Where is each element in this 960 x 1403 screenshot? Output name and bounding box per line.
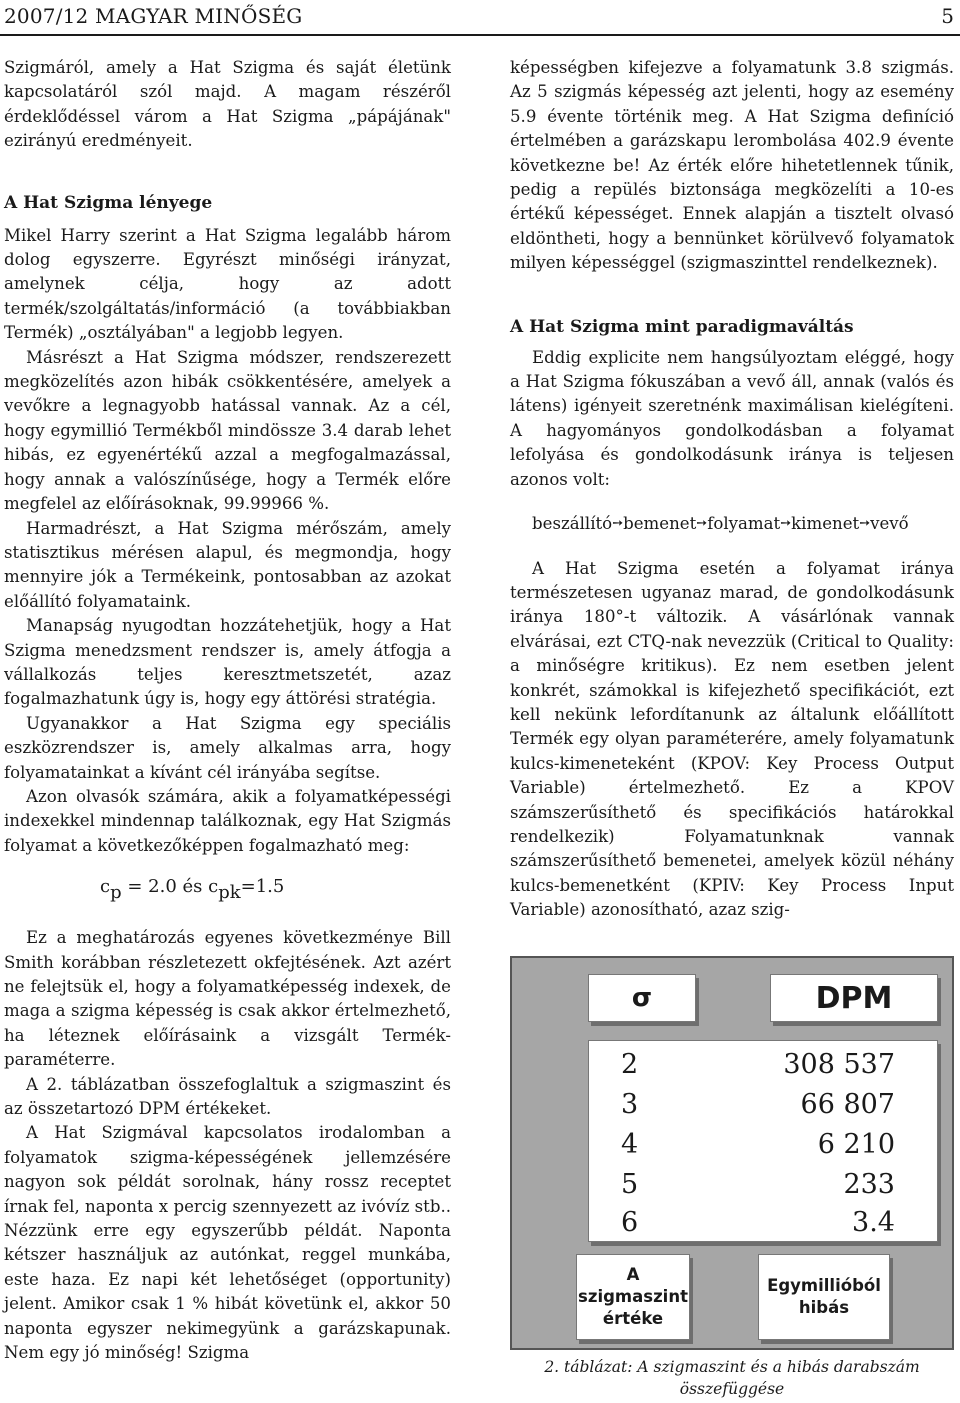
- table-body: [588, 1040, 938, 1242]
- section-heading: A Hat Szigma lényege: [4, 192, 213, 213]
- flow-step: vevő: [870, 514, 909, 534]
- table-row: [589, 1125, 937, 1165]
- paragraph: Másrészt a Hat Szigma módszer, rendszerezett megközelítés azon hibák csökkentésére, amelyek a vevőkre a legnagyobb hatással vannak. Az a cél, hogy egymillió Termékből mindössze 3.4 darab lehet hibás, ez egyenértékű azzal a megfogalmazással, hogy annak a valószínűsége, hogy a Termék előre megfelel az előírásoknak, 99.99966 %.: [4, 347, 451, 514]
- dpm-value: 6 210: [817, 1129, 895, 1160]
- paragraph: Azon olvasók számára, akik a folyamatképességi indexekkel mindennap találkoznak, egy Hat Szigmás folyamat a következőképpen fogalmazható meg:: [4, 786, 451, 855]
- arrow-icon: ➙: [780, 516, 792, 532]
- defects-per-million-label: Egymillióból hibás: [758, 1254, 890, 1340]
- table-caption: 2. táblázat: A szigmaszint és a hibás darabszám összefüggése: [544, 1358, 920, 1398]
- paragraph: Eddig explicite nem hangsúlyoztam eléggé, hogy a Hat Szigma fókuszában a vevő áll, annak (valós és látens) igényeit szeretnénk maximálisan kielégíteni. A hagyományos gondolkodásban a folyamat lefolyása és gondolkodásunk iránya is teljesen azonos volt:: [510, 347, 954, 489]
- paragraph: Ugyanakkor a Hat Szigma egy speciális eszközrendszer is, amely alkalmas arra, hogy folyamatainkat a kívánt cél irányába segítse.: [4, 713, 451, 782]
- process-flow-line: [510, 512, 954, 536]
- sigma-value: 2: [621, 1049, 639, 1080]
- paragraph: Manapság nyugodtan hozzátehetjük, hogy a Hat Szigma menedzsment rendszer is, amely átfogja a vállalkozás teljes keresztmetszetét, azaz fogalmazhatunk úgy is, hogy egy áttörési stratégia.: [4, 616, 451, 709]
- table-row: [589, 1045, 937, 1085]
- dpm-value: 66 807: [800, 1089, 895, 1120]
- flow-step: beszállító: [532, 514, 613, 534]
- paragraph: A 2. táblázatban összefoglaltuk a szigmaszint és az összetartozó DPM értékeket.: [4, 1074, 451, 1119]
- table-row: [589, 1165, 937, 1205]
- page-header: [0, 0, 960, 34]
- sigma-value: 5: [621, 1169, 639, 1200]
- paragraph: Ez a meghatározás egyenes következménye Bill Smith korábban részletezett okfejtésének. Azt azért ne felejtsük el, hogy a folyamatképesség indexek, de maga a szigma képesség is csak akkor értelmezhető, ha léteznek előírásaink a vizsgált Termék-paraméterre.: [4, 928, 451, 1070]
- sigma-column-header: σ: [588, 974, 696, 1022]
- process-capability-formula: $c_p = 2.0$ és $c_{pk}=1.5$: [100, 876, 285, 904]
- arrow-icon: ➙: [696, 516, 708, 532]
- arrow-icon: ➙: [859, 516, 871, 532]
- journal-issue-title: 2007/12 MAGYAR MINŐSÉG: [4, 4, 303, 28]
- right-column: [510, 56, 954, 923]
- flow-step: bemenet: [623, 514, 697, 534]
- paragraph: Harmadrészt, a Hat Szigma mérőszám, amely statisztikus mérésen alapul, és megmondja, hogy mennyire jók a Termékeink, pontosabban az azokat előállító folyamataink.: [4, 518, 451, 611]
- sigma-value: 4: [621, 1129, 639, 1160]
- paragraph: képességben kifejezve a folyamatunk 3.8 szigmás. Az 5 szigmás képesség azt jelenti, hogy az esemény 5.9 évente történik meg. A Hat Szigma definíció értelmében a garázskapu lerombolása 402.9 évente következne be! Az érték előre hihetetlennek tűnik, pedig a repülés biztonsága megközelíti a 10-es értékű képességet. Ennek alapján a tisztelt olvasó eldöntheti, hogy a bennünket körülvevő folyamatok milyen képességgel (szigmaszinttel rendelkeznek).: [510, 58, 954, 273]
- dpm-value: 308 537: [783, 1049, 895, 1080]
- sigma-value: 6: [621, 1207, 639, 1238]
- paragraph: Mikel Harry szerint a Hat Szigma legalább három dolog egyszerre. Egyrészt minőségi irányzat, amelynek célja, hogy az adott termék/szolgáltatás/információ (a továbbiakban Termék) „osztályában" a legjobb legyen.: [4, 225, 451, 343]
- sigma-value: 3: [621, 1089, 639, 1120]
- sigma-dpm-table: [510, 956, 954, 1350]
- page-number: 5: [941, 4, 954, 28]
- table-row: [589, 1203, 937, 1243]
- left-column: [4, 56, 451, 1366]
- paragraph: A Hat Szigma esetén a folyamat iránya természetesen ugyanaz marad, de gondolkodásunk iránya 180°-t változik. A vásárlónak vannak elvárásai, ezt CTQ-nak nevezzük (Critical to Quality: a minőségre kritikus). Ez nem esetben jelent konkrét, számokkal is kifejezhető specifikációt, ezt kell nekünk lefordítanunk az általunk előállított Termék egy olyan paraméterére, amely folyamatunk kulcs-kimeneteként (KPOV: Key Process Output Variable) értelmezhető. Ez a KPOV számszerűsíthető és specifikációs határokkal rendelkezik) Folyamatunknak vannak számszerűsíthető bemenetei, amelyek közül néhány kulcs-bemenetként (KPIV: Key Process Input Variable) azonosítható, azaz szig-: [510, 558, 954, 920]
- dpm-value: 3.4: [852, 1207, 895, 1238]
- dpm-value: 233: [843, 1169, 895, 1200]
- dpm-column-header: DPM: [770, 974, 938, 1022]
- table-row: [589, 1085, 937, 1125]
- arrow-icon: ➙: [612, 516, 624, 532]
- paragraph: Szigmáról, amely a Hat Szigma és saját életünk kapcsolatáról szól majd. A magam részéről érdeklődéssel várom a Hat Szigma „pápájának" ezirányú eredményeit.: [4, 58, 451, 151]
- flow-step: kimenet: [791, 514, 860, 534]
- flow-step: folyamat: [707, 514, 781, 534]
- paragraph: A Hat Szigmával kapcsolatos irodalomban a folyamatok szigma-képességének jellemzésére nagyon sok példát sorolnak, hány rossz receptet írnak fel, naponta x percig szennyezett az ivóvíz stb.. Nézzünk erre egy egyszerűbb példát. Naponta kétszer használjuk az autónkat, reggel munkába, este haza. Ez napi két lehetőséget (opportunity) jelent. Amikor csak 1 % hibát követünk el, akkor 50 naponta egyszer nekimegyünk a garázskapunak. Nem egy jó minőség! Szigma: [4, 1123, 451, 1363]
- header-rule: [0, 34, 960, 36]
- section-heading: A Hat Szigma mint paradigmaváltás: [510, 316, 854, 337]
- sigma-level-label: A szigmaszint értéke: [576, 1254, 690, 1340]
